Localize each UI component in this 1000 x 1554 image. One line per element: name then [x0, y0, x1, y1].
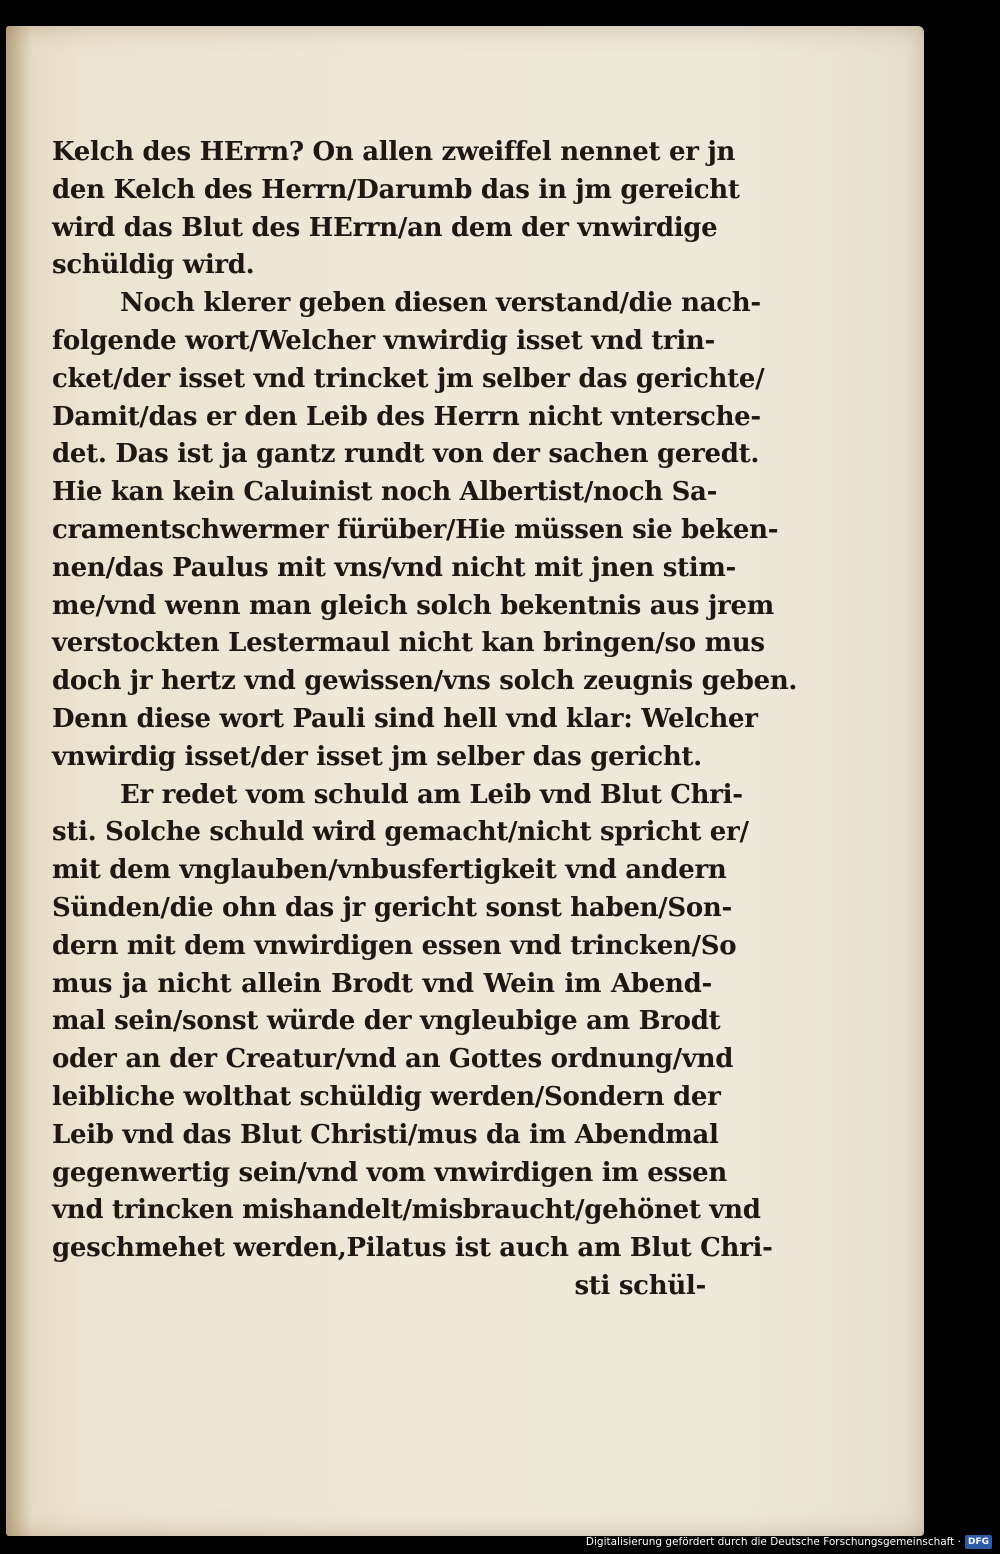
catchword: sti schül- [574, 1270, 706, 1301]
text-line: schüldig wird. [52, 250, 255, 281]
funding-note: Digitalisierung gefördert durch die Deutsche Forschungsgemeinschaft · [585, 1536, 961, 1548]
text-line: me/vnd wenn man gleich solch bekentnis aus jrem [52, 590, 774, 621]
text-line: Sünden/die ohn das jr gericht sonst haben/Son- [52, 892, 732, 923]
text-line: doch jr hertz vnd gewissen/vns solch zeugnis geben. [52, 666, 798, 697]
dfg-logo-icon: DFG [965, 1535, 992, 1549]
book-page [6, 26, 924, 1536]
text-line: mal sein/sonst würde der vngleubige am Brodt [52, 1006, 721, 1037]
text-line: det. Das ist ja gantz rundt von der sachen geredt. [52, 439, 760, 470]
text-line: verstockten Lestermaul nicht kan bringen/so mus [52, 628, 765, 659]
text-line: wird das Blut des HErrn/an dem der vnwirdige [52, 212, 718, 243]
text-line: Hie kan kein Caluinist noch Albertist/noch Sa- [52, 477, 718, 508]
text-line: oder an der Creatur/vnd an Gottes ordnung/vnd [52, 1044, 734, 1075]
text-line: vnwirdig isset/der isset jm selber das gericht. [52, 741, 702, 772]
text-line: folgende wort/Welcher vnwirdig isset vnd trin- [52, 325, 715, 356]
text-line: Noch klerer geben diesen verstand/die nach- [120, 288, 761, 319]
text-line: Er redet vom schuld am Leib vnd Blut Chri- [120, 779, 743, 810]
text-line: vnd trincken mishandelt/misbraucht/gehönet vnd [52, 1195, 761, 1226]
text-line: Leib vnd das Blut Christi/mus da im Abendmal [52, 1119, 719, 1150]
funding-footer [586, 1534, 992, 1550]
text-line: dern mit dem vnwirdigen essen vnd trincken/So [52, 930, 737, 961]
text-line: mit dem vnglauben/vnbusfertigkeit vnd andern [52, 855, 727, 886]
text-line: cramentschwermer fürüber/Hie müssen sie beken- [52, 514, 779, 545]
text-line: den Kelch des Herrn/Darumb das in jm gereicht [52, 174, 740, 205]
text-line: gegenwertig sein/vnd vom vnwirdigen im essen [52, 1157, 728, 1188]
text-line: mus ja nicht allein Brodt vnd Wein im Abend- [52, 968, 712, 999]
text-line: Damit/das er den Leib des Herrn nicht vntersche- [52, 401, 761, 432]
text-line: leibliche wolthat schüldig werden/Sondern der [52, 1081, 721, 1112]
text-line: sti. Solche schuld wird gemacht/nicht spricht er/ [52, 817, 749, 848]
text-line: geschmehet werden,Pilatus ist auch am Blut Chri- [52, 1233, 773, 1264]
text-line: Denn diese wort Pauli sind hell vnd klar: Welcher [52, 703, 758, 734]
text-line: Kelch des HErrn? On allen zweiffel nennet er jn [52, 137, 736, 167]
text-line: cket/der isset vnd trincket jm selber das gerichte/ [52, 363, 765, 394]
text-line: nen/das Paulus mit vns/vnd nicht mit jnen stim- [52, 552, 737, 583]
text-block [52, 134, 798, 1306]
